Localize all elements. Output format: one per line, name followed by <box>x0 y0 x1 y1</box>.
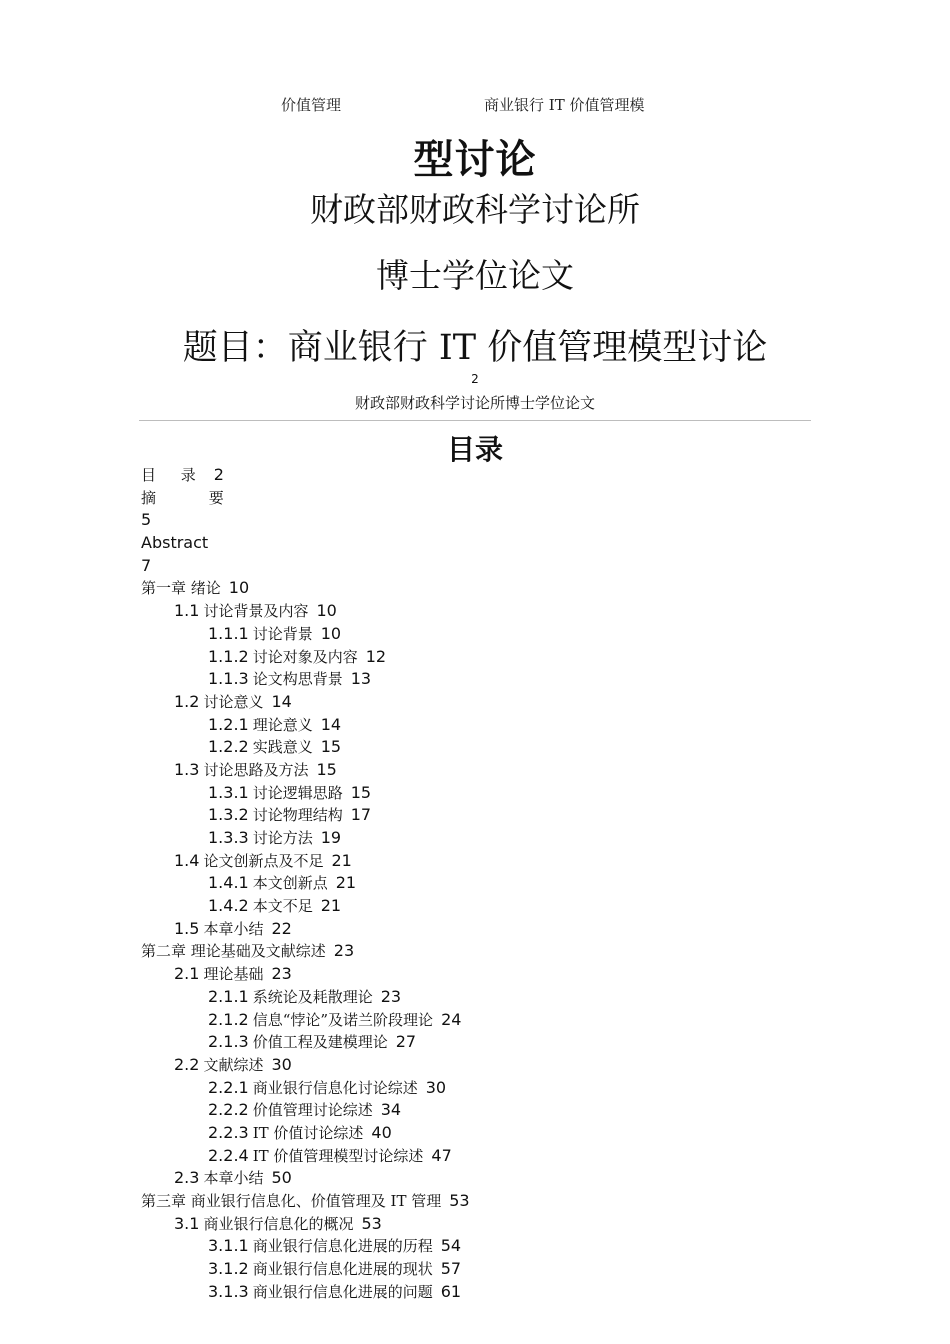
toc-entry-number: 3.1.1 <box>208 1236 249 1256</box>
toc-entry-text: 商业银行信息化的概况 <box>203 1214 354 1233</box>
toc-entry[interactable] <box>141 804 821 827</box>
toc-entry[interactable] <box>141 555 821 578</box>
toc-entry-text: 本文不足 <box>252 897 313 916</box>
toc-entry[interactable] <box>141 1099 821 1122</box>
toc-entry-text: 第一章 绪论 <box>141 579 221 598</box>
toc-entry[interactable] <box>141 940 821 963</box>
toc-entry[interactable] <box>141 1122 821 1145</box>
toc-entry-number: 1.1.2 <box>208 646 249 666</box>
toc-entry-number: 3.1.3 <box>208 1281 249 1301</box>
running-header: 财政部财政科学讨论所博士学位论文 <box>354 394 595 412</box>
toc-entry-number: 2.3 <box>174 1168 200 1188</box>
toc-entry-number: 1.4 <box>174 850 200 870</box>
toc-entry-text: 理论意义 <box>252 715 313 734</box>
toc-entry[interactable] <box>141 827 821 850</box>
toc-entry-text: 理论基础 <box>203 965 264 984</box>
header-divider <box>139 420 811 421</box>
toc-entry-number: 2.1 <box>174 964 200 984</box>
toc-entry-page: 61 <box>440 1281 462 1301</box>
toc-entry-number: 2.2.1 <box>208 1077 249 1097</box>
toc-entry-text: 第三章 商业银行信息化、价值管理及 IT 管理 <box>141 1192 442 1210</box>
toc-entry-number: 1.4.1 <box>208 873 249 893</box>
toc-entry-number: 3.1 <box>174 1213 200 1233</box>
toc-entry-number: 1.1.3 <box>208 669 249 689</box>
toc-entry-page: 10 <box>320 623 342 643</box>
toc-entry-number: 2.2.4 <box>208 1145 249 1165</box>
toc-entry-text: 讨论逻辑思路 <box>252 783 343 802</box>
toc-entry-page: 10 <box>228 578 250 598</box>
toc-entry-text: 本章小结 <box>203 919 264 938</box>
table-of-contents <box>141 464 821 1303</box>
toc-entry-text: 商业银行信息化进展的历程 <box>252 1237 433 1256</box>
toc-entry-number: 5 <box>141 510 152 530</box>
toc-entry-number: 2.2.2 <box>208 1100 249 1120</box>
toc-entry[interactable] <box>141 1281 821 1304</box>
toc-entry-page: 23 <box>271 964 292 984</box>
toc-entry-text: 讨论背景及内容 <box>203 602 309 621</box>
toc-entry[interactable] <box>141 714 821 737</box>
toc-entry-page: 21 <box>335 873 357 893</box>
toc-entry-number: 1.3.2 <box>208 805 249 825</box>
toc-entry[interactable] <box>141 509 821 532</box>
toc-entry-page: 21 <box>320 896 342 916</box>
toc-entry-page: 14 <box>271 691 292 711</box>
toc-entry-text: 讨论意义 <box>203 692 264 711</box>
toc-entry-text: 讨论方法 <box>252 829 313 847</box>
toc-entry-page: 40 <box>371 1122 392 1142</box>
toc-entry-page: 19 <box>320 828 342 847</box>
toc-entry[interactable] <box>141 623 821 646</box>
toc-entry[interactable] <box>141 918 821 941</box>
toc-entry-page: 22 <box>271 918 292 938</box>
toc-entry[interactable] <box>141 1054 821 1077</box>
page-number: 2 <box>471 372 479 386</box>
toc-entry-number: 2.1.3 <box>208 1032 249 1052</box>
toc-entry-number: 1.2.2 <box>208 737 249 757</box>
toc-entry-text: 价值管理讨论综述 <box>252 1101 373 1120</box>
toc-entry-page: 15 <box>320 737 342 757</box>
toc-entry-page: 47 <box>431 1145 452 1165</box>
toc-entry[interactable] <box>141 600 821 623</box>
toc-entry[interactable] <box>141 691 821 714</box>
toc-entry-text: 本章小结 <box>203 1169 264 1188</box>
toc-entry-number: 1.1 <box>174 601 200 621</box>
toc-entry-page: 2 <box>213 465 224 484</box>
toc-entry-page: 15 <box>350 782 372 802</box>
toc-entry-text: 目 录 <box>141 466 206 484</box>
toc-entry-text: 信息“悖论”及诺兰阶段理论 <box>252 1010 434 1029</box>
toc-entry[interactable] <box>141 464 821 487</box>
toc-entry-number: 1.1.1 <box>208 623 249 643</box>
toc-entry-page: 24 <box>441 1009 462 1029</box>
toc-entry-text: 商业银行信息化进展的现状 <box>252 1260 433 1279</box>
toc-entry-number: 1.2.1 <box>208 714 249 734</box>
toc-entry[interactable] <box>141 1145 821 1168</box>
toc-entry-page: 23 <box>380 986 402 1006</box>
toc-entry-page: 50 <box>271 1168 292 1188</box>
toc-entry-text: 第二章 理论基础及文献综述 <box>141 942 326 961</box>
toc-entry-page: 53 <box>449 1191 470 1210</box>
toc-entry-number: 2.2.3 <box>208 1122 249 1142</box>
toc-entry-number: 1.3 <box>174 759 200 779</box>
toc-entry[interactable] <box>141 1009 821 1032</box>
toc-entry[interactable] <box>141 963 821 986</box>
toc-entry[interactable] <box>141 1190 821 1213</box>
toc-entry[interactable] <box>141 1258 821 1281</box>
toc-entry-number: 1.4.2 <box>208 896 249 916</box>
toc-entry-text: 讨论思路及方法 <box>203 760 309 779</box>
toc-heading: 目录 <box>446 433 503 466</box>
toc-entry-page: 21 <box>331 850 352 870</box>
toc-entry-text: IT 价值管理模型讨论综述 <box>252 1146 424 1165</box>
toc-entry-text: 商业银行信息化讨论综述 <box>252 1078 418 1097</box>
toc-entry-page: 14 <box>320 714 342 734</box>
toc-entry-text: 实践意义 <box>252 738 313 757</box>
toc-entry-number: 1.5 <box>174 918 200 938</box>
toc-entry-page: 57 <box>440 1259 462 1279</box>
toc-entry[interactable] <box>141 1031 821 1054</box>
toc-entry[interactable] <box>141 532 821 555</box>
toc-entry[interactable] <box>141 487 821 510</box>
toc-entry[interactable] <box>141 668 821 691</box>
header-left-text: 价值管理 <box>281 96 342 114</box>
toc-entry-number: 1.2 <box>174 691 200 711</box>
toc-entry-page: 10 <box>316 601 337 621</box>
toc-entry-number: 7 <box>141 555 152 575</box>
header-right-text: 商业银行 IT 价值管理模 <box>484 96 645 114</box>
toc-entry[interactable] <box>141 782 821 805</box>
toc-entry-text: 商业银行信息化进展的问题 <box>252 1282 433 1301</box>
toc-entry[interactable] <box>141 986 821 1009</box>
toc-entry-number: 3.1.2 <box>208 1259 249 1279</box>
toc-entry[interactable] <box>141 1167 821 1190</box>
toc-entry-number: 2.1.1 <box>208 986 249 1006</box>
toc-entry-page: 53 <box>361 1213 382 1233</box>
institution-title: 财政部财政科学讨论所 <box>310 190 640 229</box>
thesis-subject: 题目：商业银行 IT 价值管理模型讨论 <box>182 328 768 368</box>
toc-entry[interactable] <box>141 895 821 918</box>
toc-entry[interactable] <box>141 1077 821 1100</box>
toc-entry-page: 30 <box>425 1077 447 1097</box>
toc-entry[interactable] <box>141 646 821 669</box>
toc-entry-page: 12 <box>365 646 387 666</box>
toc-entry-page: 17 <box>350 805 372 825</box>
toc-entry[interactable] <box>141 1213 821 1236</box>
degree-title: 博士学位论文 <box>376 256 574 295</box>
toc-entry-number: 2.1.2 <box>208 1009 249 1029</box>
toc-entry-page: 27 <box>395 1032 417 1052</box>
toc-entry-page: 30 <box>271 1054 292 1074</box>
toc-entry[interactable] <box>141 850 821 873</box>
toc-entry[interactable] <box>141 1235 821 1258</box>
toc-entry-number: 1.3.1 <box>208 782 249 802</box>
toc-entry-text: 价值工程及建模理论 <box>252 1033 388 1052</box>
toc-entry-text: 论文创新点及不足 <box>203 851 324 870</box>
toc-entry[interactable] <box>141 736 821 759</box>
toc-entry-page: 13 <box>350 669 372 689</box>
toc-entry-number: 1.3.3 <box>208 828 249 847</box>
toc-entry-page: 15 <box>316 759 337 779</box>
toc-entry-number: 2.2 <box>174 1054 200 1074</box>
toc-entry[interactable] <box>141 872 821 895</box>
toc-entry-page: 34 <box>380 1100 402 1120</box>
toc-entry[interactable] <box>141 577 821 600</box>
toc-entry-text: 文献综述 <box>203 1055 264 1074</box>
toc-entry-text: 系统论及耗散理论 <box>252 987 373 1006</box>
title-continuation: 型讨论 <box>413 137 537 183</box>
page-header <box>0 94 950 118</box>
toc-entry-text: 讨论对象及内容 <box>252 647 358 666</box>
toc-entry[interactable] <box>141 759 821 782</box>
toc-entry-text: IT 价值讨论综述 <box>252 1123 364 1142</box>
toc-entry-text: 讨论物理结构 <box>252 806 343 825</box>
toc-entry-text: 摘 要 <box>141 488 248 507</box>
toc-entry-page: 23 <box>333 941 355 961</box>
toc-entry-text: 本文创新点 <box>252 874 328 893</box>
toc-entry-text: 论文构思背景 <box>252 670 343 689</box>
toc-entry-number: Abstract <box>141 533 209 553</box>
toc-entry-page: 54 <box>440 1236 462 1256</box>
toc-entry-text: 讨论背景 <box>252 624 313 643</box>
